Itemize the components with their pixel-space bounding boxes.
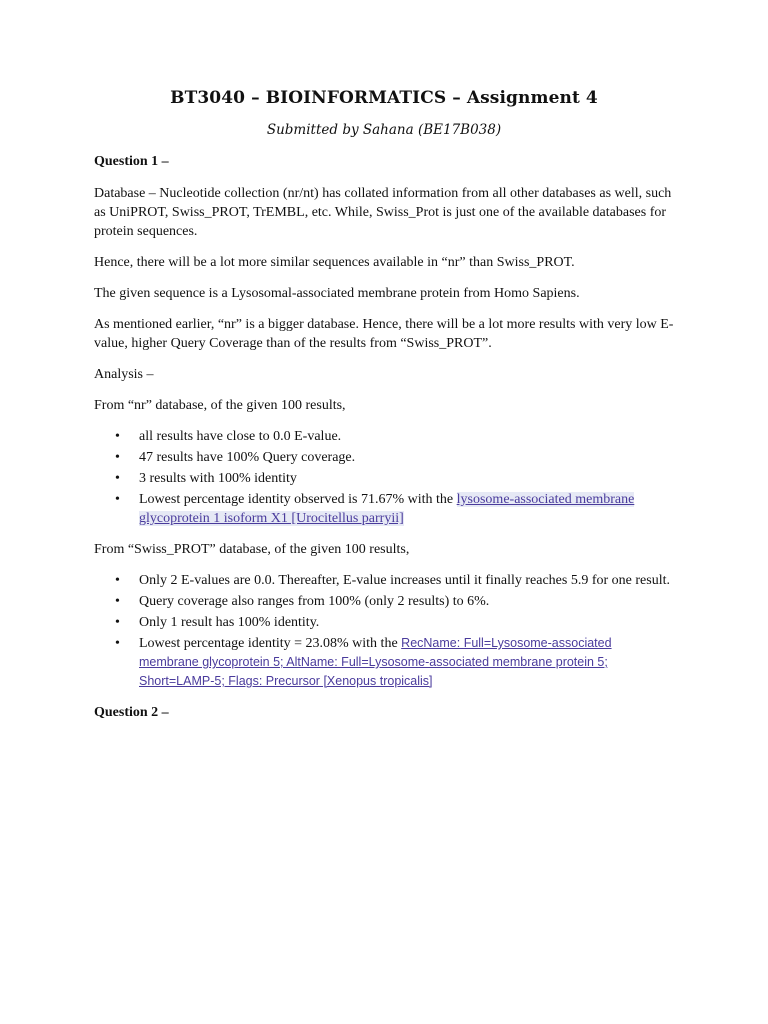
document-body: [94, 152, 674, 735]
list-item-text: Lowest percentage identity observed is 71.67% with the: [139, 492, 457, 507]
swissprot-lowest-identity-link[interactable]: RecName: Full=Lysosome-associated membrane glycoprotein 5; AltName: Full=Lysosome-associated membrane protein 5; Short=LAMP-5; Flags: Precursor [Xenopus tropicalis]: [139, 636, 612, 688]
document-subtitle: Submitted by Sahana (BE17B038): [266, 122, 502, 138]
list-item: [94, 571, 674, 590]
swissprot-results-list: [94, 571, 674, 691]
nr-lowest-identity-link[interactable]: lysosome-associated membrane glycoprotein 1 isoform X1 [Urocitellus parryii]: [139, 492, 635, 526]
list-item: [94, 592, 674, 611]
list-item-text: Lowest percentage identity = 23.08% with the: [139, 636, 402, 651]
list-item: [94, 490, 674, 528]
list-item: [94, 469, 674, 488]
list-item-text: 3 results with 100% identity: [139, 471, 297, 486]
list-item-text: Only 2 E-values are 0.0. Thereafter, E-value increases until it finally reaches 5.9 for one result.: [139, 573, 670, 588]
paragraph-database: Database – Nucleotide collection (nr/nt) has collated information from all other databases as well, such as UniPROT, Swiss_PROT, TrEMBL, etc. While, Swiss_Prot is just one of the available databases for protein sequences.: [94, 186, 672, 239]
swissprot-intro: From “Swiss_PROT” database, of the given 100 results,: [94, 542, 410, 557]
document-title: BT3040 – BIOINFORMATICS – Assignment 4: [170, 88, 598, 108]
question-1-heading: Question 1 –: [94, 154, 169, 169]
nr-intro: From “nr” database, of the given 100 results,: [94, 398, 346, 413]
list-item-text: Query coverage also ranges from 100% (only 2 results) to 6%.: [139, 594, 490, 609]
question-2-heading: Question 2 –: [94, 705, 169, 720]
nr-results-list: [94, 427, 674, 528]
list-item-text: all results have close to 0.0 E-value.: [139, 429, 342, 444]
list-item: [94, 448, 674, 467]
paragraph-hence: Hence, there will be a lot more similar sequences available in “nr” than Swiss_PROT.: [94, 255, 575, 270]
paragraph-sequence: The given sequence is a Lysosomal-associated membrane protein from Homo Sapiens.: [94, 286, 580, 301]
list-item: [94, 634, 674, 691]
list-item: [94, 427, 674, 446]
list-item-text: Only 1 result has 100% identity.: [139, 615, 320, 630]
list-item: [94, 613, 674, 632]
paragraph-bigger-database: As mentioned earlier, “nr” is a bigger database. Hence, there will be a lot more results with very low E-value, higher Query Coverage than of the results from “Swiss_PROT”.: [94, 317, 674, 351]
paragraph-analysis: Analysis –: [94, 367, 154, 382]
list-item-text: 47 results have 100% Query coverage.: [139, 450, 356, 465]
